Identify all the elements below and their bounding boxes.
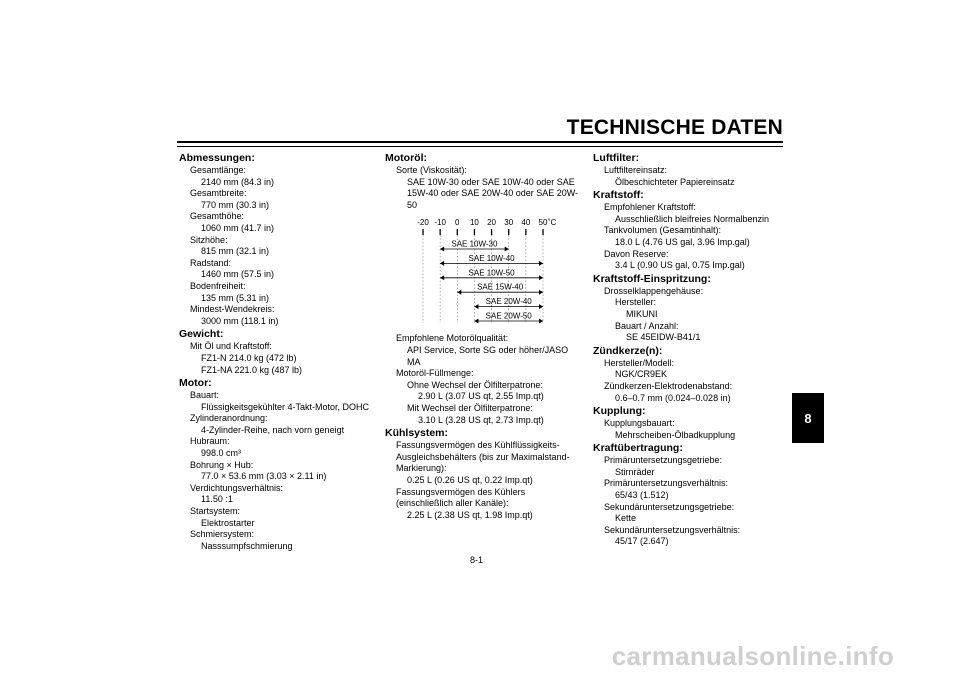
header-rule-thin [177, 146, 783, 147]
arrow-left [474, 304, 478, 309]
spec-value: SAE 10W-30 oder SAE 10W-40 oder SAE [407, 176, 575, 187]
spec-label: Empfohlene Motorölqualität: [396, 333, 509, 344]
arrow-right [539, 319, 543, 324]
spec-label: Fassungsvermögen des Kühlers [396, 486, 526, 497]
arrow-right [539, 261, 543, 266]
spec-value: 2140 mm (84.3 in) [201, 176, 275, 187]
spec-value: Ausschließlich bleifreies Normalbenzin [615, 213, 770, 224]
spec-value: Ölbeschichteter Papiereinsatz [615, 176, 735, 187]
spec-value: FZ1-N 214.0 kg (472 lb) [201, 352, 297, 363]
spec-value: 50 [407, 199, 418, 210]
spec-label: Davon Reserve: [604, 248, 669, 259]
tick-label: 10 [469, 218, 479, 228]
tick-label: 20 [487, 218, 497, 228]
tick-label: 0 [455, 218, 460, 228]
spec-value: FZ1-NA 221.0 kg (487 lb) [201, 364, 303, 375]
spec-value: SE 45EIDW-B41/1 [626, 332, 701, 343]
spec-label: Gesamthöhe: [190, 211, 245, 222]
tick-label: -10 [434, 218, 446, 228]
spec-label: Schmiersystem: [190, 529, 255, 540]
spec-value: 815 mm (32.1 in) [201, 246, 270, 257]
spec-label: Hersteller/Modell: [604, 357, 675, 368]
watermark: carmanualsonline.info [611, 641, 894, 671]
spec-label: Sekundäruntersetzungsverhältnis: [604, 524, 741, 535]
arrow-left [440, 261, 444, 266]
spec-label: Luftfiltereinsatz: [604, 165, 668, 175]
header-rule-thick [177, 141, 783, 143]
spec-value: MA [407, 356, 421, 367]
spec-label: Sekundäruntersetzungsgetriebe: [604, 501, 735, 512]
spec-label: Mindest-Wendekreis: [190, 304, 275, 315]
spec-value: 65/43 (1.512) [615, 490, 669, 501]
spec-label: Drosselklappengehäuse: [604, 285, 704, 296]
spec-value: 1060 mm (41.7 in) [201, 222, 275, 233]
section-heading-motor: Motor: [179, 377, 212, 390]
spec-value: 135 mm (5.31 in) [201, 292, 270, 303]
grade-label: SAE 10W-30 [451, 239, 498, 249]
arrow-right [539, 276, 543, 281]
spec-label: Primäruntersetzungsverhältnis: [604, 478, 729, 489]
spec-value: 3.10 L (3.28 US qt, 2.73 Imp.qt) [418, 414, 544, 425]
grade-label: SAE 10W-50 [468, 268, 515, 278]
spec-label: Bauart: [190, 390, 220, 401]
spec-label: Hubraum: [190, 436, 230, 447]
spec-label: Startsystem: [190, 506, 241, 517]
tick-label: 30 [504, 218, 514, 228]
spec-label: Mit Öl und Kraftstoff: [190, 341, 272, 352]
grade-label: SAE 10W-40 [468, 254, 515, 264]
spec-label: Kupplungsbauart: [604, 418, 675, 429]
section-heading-motoroel: Motoröl: [385, 152, 427, 164]
spec-value: 18.0 L (4.76 US gal, 3.96 Imp.gal) [615, 236, 750, 247]
spec-label: Empfohlener Kraftstoff: [604, 202, 696, 213]
spec-label: Verdichtungsverhältnis: [190, 482, 284, 493]
grade-label: SAE 15W-40 [477, 283, 524, 293]
spec-label: Zündkerzen-Elektrodenabstand: [604, 380, 733, 391]
spec-value: 0.6–0.7 mm (0.024–0.028 in) [615, 392, 731, 403]
spec-value: Elektrostarter [201, 517, 255, 528]
spec-value: 2.90 L (3.07 US qt, 2.55 Imp.qt) [418, 391, 544, 402]
page-title: TECHNISCHE DATEN [566, 116, 783, 139]
spec-value: 3000 mm (118.1 in) [201, 315, 279, 326]
spec-value: 15W-40 oder SAE 20W-40 oder SAE 20W- [407, 188, 579, 199]
viscosity-chart [395, 215, 565, 327]
spec-value: Kette [615, 513, 637, 524]
spec-value: NGK/CR9EK [615, 369, 668, 380]
chapter-tab: 8 [792, 393, 824, 443]
arrow-left [457, 290, 461, 295]
spec-label: Hersteller: [615, 297, 657, 308]
section-heading-kupplung: Kupplung: [593, 405, 646, 418]
tick-label: -20 [417, 218, 429, 228]
section-heading-luftfilter: Luftfilter: [593, 152, 640, 164]
spec-label: Primäruntersetzungsgetriebe: [604, 455, 723, 466]
spec-value: 77.0 × 53.6 mm (3.03 × 2.11 in) [201, 471, 327, 482]
section-heading-kraftuebertragung: Kraftübertragung: [593, 442, 683, 455]
section-heading-einspritzung: Kraftstoff-Einspritzung: [593, 272, 711, 285]
spec-value: API Service, Sorte SG oder höher/JASO [407, 344, 569, 355]
spec-value: Mehrscheiben-Ölbadkupplung [615, 429, 736, 440]
spec-label: Tankvolumen (Gesamtinhalt): [604, 225, 722, 236]
arrow-left [440, 276, 444, 281]
section-heading-gewicht: Gewicht: [179, 328, 224, 341]
spec-value: 998.0 cm³ [201, 448, 242, 459]
spec-label: Sorte (Viskosität): [396, 165, 467, 175]
tick-label: 40 [521, 218, 531, 228]
spec-value: 45/17 (2.647) [615, 536, 669, 547]
column-left [179, 151, 379, 552]
spec-label: Ohne Wechsel der Ölfilterpatrone: [407, 379, 543, 390]
spec-value: Flüssigkeitsgekühlter 4-Takt-Motor, DOHC [201, 401, 370, 412]
spec-value: Stirnräder [615, 466, 655, 477]
grade-label: SAE 20W-40 [485, 297, 532, 307]
spec-label: Gesamtlänge: [190, 165, 247, 175]
spec-value: 770 mm (30.3 in) [201, 199, 270, 210]
arrow-right [539, 290, 543, 295]
spec-value: 3.4 L (0.90 US gal, 0.75 Imp.gal) [615, 260, 745, 271]
spec-value: 1460 mm (57.5 in) [201, 269, 275, 280]
spec-label: (einschließlich aller Kanäle): [396, 498, 509, 509]
spec-value: Nasssumpfschmierung [201, 540, 293, 551]
spec-value: 4-Zylinder-Reihe, nach vorn geneigt [201, 424, 345, 435]
spec-label: Bauart / Anzahl: [615, 320, 679, 331]
section-heading-kraftstoff: Kraftstoff: [593, 189, 644, 202]
spec-value: 2.25 L (2.38 US qt, 1.98 Imp.qt) [407, 509, 533, 520]
arrow-right [539, 304, 543, 309]
spec-value: 11.50 :1 [201, 494, 233, 505]
spec-value: 0.25 L (0.26 US qt, 0.22 Imp.qt) [407, 474, 533, 485]
spec-label: Sitzhöhe: [190, 234, 228, 245]
spec-label: Markierung): [396, 463, 447, 474]
unit-label: ˚C [548, 218, 557, 228]
grade-label: SAE 20W-50 [485, 311, 532, 321]
spec-label: Fassungsvermögen des Kühlflüssigkeits- [396, 440, 560, 451]
spec-label: Zylinderanordnung: [190, 413, 268, 424]
section-heading-abmessungen: Abmessungen: [179, 152, 255, 164]
arrow-left [440, 247, 444, 252]
tick-label: 50 [538, 218, 548, 228]
spec-label: Radstand: [190, 257, 232, 268]
column-right [593, 151, 793, 548]
arrow-right [505, 247, 509, 252]
column-middle [385, 151, 590, 521]
section-heading-zuendkerzen: Zündkerze(n): [593, 344, 663, 357]
section-heading-kuehlsystem: Kühlsystem: [385, 427, 449, 440]
page-number: 8-1 [470, 555, 484, 565]
spec-label: Motoröl-Füllmenge: [396, 368, 474, 379]
spec-label: Mit Wechsel der Ölfilterpatrone: [407, 402, 533, 413]
spec-label: Gesamtbreite: [190, 188, 247, 199]
spec-label: Bodenfreiheit: [190, 280, 246, 291]
arrow-left [474, 319, 478, 324]
spec-value: MIKUNI [626, 308, 658, 319]
spec-label: Bohrung × Hub: [190, 459, 254, 470]
spec-label: Ausgleichsbehälters (bis zur Maximalstand- [396, 451, 570, 462]
